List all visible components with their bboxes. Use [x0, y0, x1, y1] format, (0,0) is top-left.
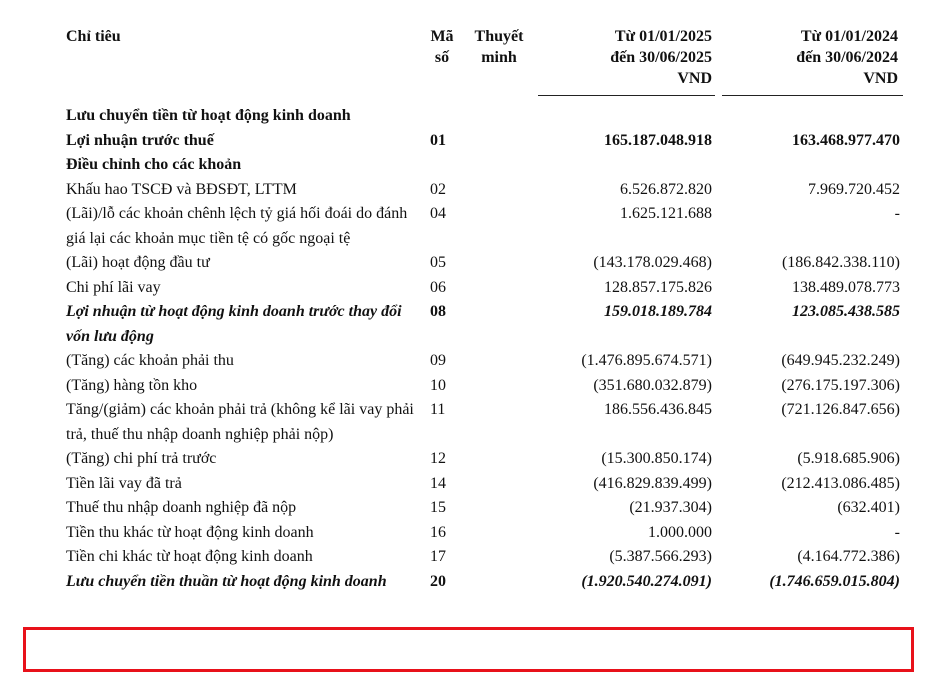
row-prior-value: 7.969.720.452 — [808, 180, 900, 198]
row-code: 04 — [430, 205, 446, 222]
row-code: 17 — [430, 548, 446, 565]
row-prior-value: (212.413.086.485) — [781, 474, 900, 492]
row-label: (Tăng) hàng tồn kho — [66, 376, 198, 394]
row-current-value: (21.937.304) — [629, 499, 712, 516]
table-row — [0, 447, 947, 472]
row-code: 16 — [430, 523, 446, 541]
row-prior-value: 163.468.977.470 — [792, 131, 900, 149]
current-period-underline — [538, 95, 715, 96]
row-current-value: (143.178.029.468) — [593, 254, 712, 271]
row-prior-value: (276.175.197.306) — [781, 376, 900, 394]
row-label: (Lãi) hoạt động đầu tư — [66, 254, 210, 271]
row-current-value: 186.556.436.845 — [604, 401, 712, 418]
row-label: Tăng/(giảm) các khoản phải trả (không kể lãi vay phải trả, thuế thu nhập doanh nghiệp phải nộp) — [66, 401, 414, 443]
row-current-value: 165.187.048.918 — [604, 131, 712, 149]
row-label: Lưu chuyển tiền thuần từ hoạt động kinh doanh — [66, 572, 387, 590]
row-label: Tiền lãi vay đã trả — [66, 474, 182, 492]
row-prior-value: (4.164.772.386) — [797, 548, 900, 565]
row-prior-value: 123.085.438.585 — [792, 303, 900, 320]
row-prior-value: (186.842.338.110) — [781, 254, 900, 271]
row-label: Khấu hao TSCĐ và BĐSĐT, LTTM — [66, 180, 297, 198]
table-row — [0, 178, 947, 203]
row-label: Lợi nhuận trước thuế — [66, 131, 214, 149]
table-row — [0, 300, 947, 349]
column-header-current-period: Từ 01/01/2025 đến 30/06/2025 VND — [610, 28, 712, 87]
table-row — [0, 472, 947, 497]
row-label: Thuế thu nhập doanh nghiệp đã nộp — [66, 499, 297, 516]
row-prior-value: (721.126.847.656) — [781, 401, 900, 418]
row-code: 06 — [430, 278, 446, 296]
row-code: 12 — [430, 450, 446, 467]
column-header-note: Thuyết minh — [474, 28, 524, 66]
row-code: 09 — [430, 352, 446, 369]
row-code: 08 — [430, 303, 446, 320]
row-prior-value: (1.746.659.015.804) — [769, 572, 900, 590]
table-row — [0, 496, 947, 521]
row-current-value: (416.829.839.499) — [593, 474, 712, 492]
row-current-value: (1.920.540.274.091) — [581, 572, 712, 590]
row-current-value: 6.526.872.820 — [620, 180, 712, 198]
row-current-value: (5.387.566.293) — [609, 548, 712, 565]
row-current-value: 159.018.189.784 — [604, 303, 712, 320]
row-code: 14 — [430, 474, 446, 492]
table-row — [0, 129, 947, 154]
table-row — [0, 202, 947, 251]
row-label: (Lãi)/lỗ các khoản chênh lệch tỷ giá hối đoái do đánh giá lại các khoản mục tiền tệ có gốc ngoại tệ — [66, 205, 408, 247]
table-row — [0, 521, 947, 546]
row-current-value: (15.300.850.174) — [601, 450, 712, 467]
row-prior-value: - — [894, 523, 900, 541]
row-prior-value: (5.918.685.906) — [797, 450, 900, 467]
row-code: 10 — [430, 376, 446, 394]
row-code: 20 — [430, 572, 446, 590]
cash-flow-table — [0, 104, 947, 594]
row-label: Tiền thu khác từ hoạt động kinh doanh — [66, 523, 314, 541]
table-row — [0, 153, 947, 178]
row-code: 05 — [430, 254, 446, 271]
row-prior-value: 138.489.078.773 — [792, 278, 900, 296]
row-code: 15 — [430, 499, 446, 516]
row-label: Tiền chi khác từ hoạt động kinh doanh — [66, 548, 313, 565]
table-row — [0, 570, 947, 595]
row-prior-value: (649.945.232.249) — [781, 352, 900, 369]
row-prior-value: - — [894, 205, 900, 222]
column-header-prior-period: Từ 01/01/2024 đến 30/06/2024 VND — [796, 28, 898, 87]
row-current-value: (1.476.895.674.571) — [581, 352, 712, 369]
row-prior-value: (632.401) — [837, 499, 900, 516]
prior-period-underline — [722, 95, 903, 96]
table-row — [0, 349, 947, 374]
row-current-value: 1.000.000 — [648, 523, 712, 541]
row-code: 02 — [430, 180, 446, 198]
table-row — [0, 104, 947, 129]
table-row — [0, 276, 947, 301]
row-current-value: (351.680.032.879) — [593, 376, 712, 394]
column-header-code: Mã số — [430, 28, 454, 66]
row-code: 01 — [430, 131, 446, 149]
table-row — [0, 374, 947, 399]
row-label: Điều chỉnh cho các khoản — [66, 156, 242, 173]
column-header-indicator: Chỉ tiêu — [66, 28, 121, 45]
row-label: (Tăng) các khoản phải thu — [66, 352, 234, 369]
row-current-value: 1.625.121.688 — [620, 205, 712, 222]
table-row — [0, 251, 947, 276]
row-label: (Tăng) chi phí trả trước — [66, 450, 217, 467]
row-label: Lưu chuyển tiền từ hoạt động kinh doanh — [66, 107, 351, 124]
row-label: Chi phí lãi vay — [66, 278, 161, 296]
row-label: Lợi nhuận từ hoạt động kinh doanh trước thay đổi vốn lưu động — [66, 303, 402, 345]
row-current-value: 128.857.175.826 — [604, 278, 712, 296]
highlight-box — [23, 627, 914, 672]
table-row — [0, 398, 947, 447]
table-row — [0, 545, 947, 570]
row-code: 11 — [430, 401, 446, 418]
